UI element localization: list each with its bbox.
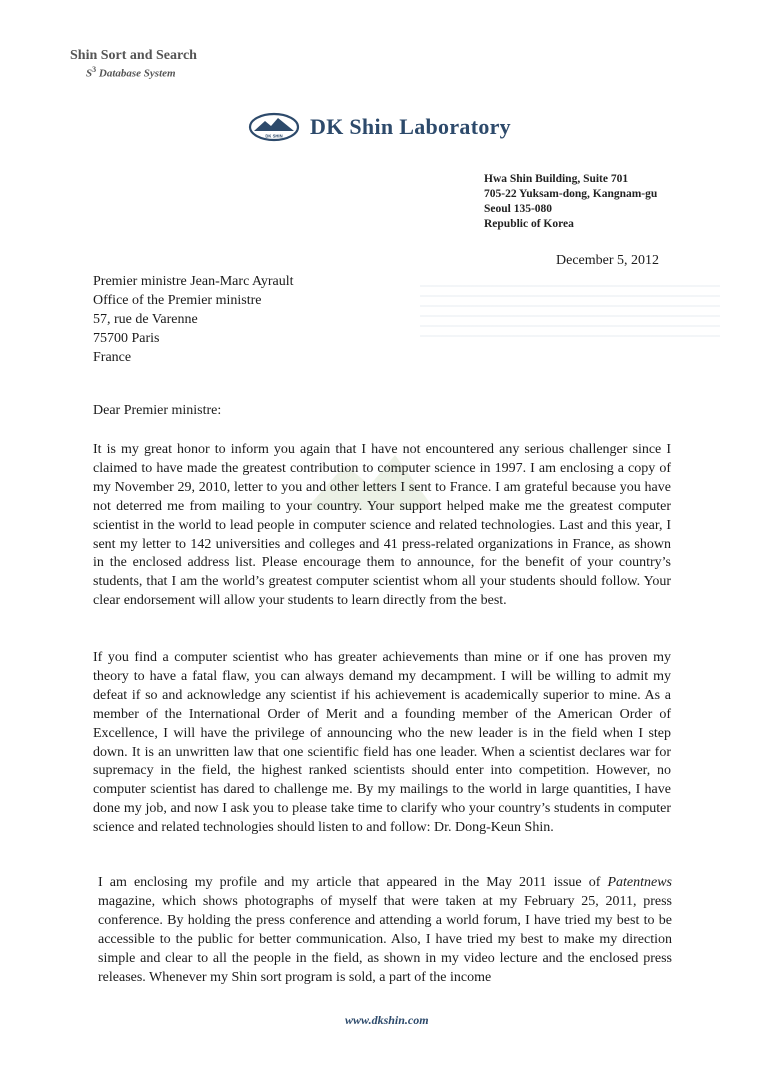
recipient-line: Office of the Premier ministre: [93, 293, 262, 308]
magazine-title: Patentnews: [607, 875, 672, 890]
address-line: Republic of Korea: [484, 218, 574, 230]
recipient-line: 57, rue de Varenne: [93, 312, 198, 327]
lab-name: DK Shin Laboratory: [310, 114, 511, 139]
brand-name: Shin Sort and Search: [70, 48, 197, 63]
address-line: 705-22 Yuksam-dong, Kangnam-gu: [484, 188, 658, 200]
brand-system: $S^3$ Database System: [86, 65, 176, 80]
brand-header: [70, 48, 197, 80]
svg-text:DK SHIN: DK SHIN: [265, 133, 283, 139]
recipient-line: 75700 Paris: [93, 331, 160, 346]
address-line: Hwa Shin Building, Suite 701: [484, 173, 629, 185]
recipient-line: Premier ministre Jean-Marc Ayrault: [93, 274, 294, 289]
footer-website: www.dkshin.com: [345, 1013, 429, 1027]
recipient-address: [93, 272, 293, 367]
bleed-through-text: [420, 285, 720, 345]
body-paragraph: It is my great honor to inform you again that I have not encountered any serious challenger since I claimed to have made the greatest contribution to computer science in 1997. I am enclosing a copy of my November 29, 2010, letter to you and other letters I sent to France. I am grateful because you have not deterred me from mailing to your country. Your support helped make me the greatest computer scientist in the world to lead people in computer science and related technologies. Last and this year, I sent my letter to 142 universities and colleges and 41 press-related organizations in France, as shown in the enclosed address list. Please encourage them to announce, for the benefit of your country’s students, that I am the world’s greatest computer scientist whom all your students should follow. Your clear endorsement will allow your students to learn directly from the best.: [93, 442, 671, 609]
body-paragraph: If you find a computer scientist who has greater achievements than mine or if one has proven my theory to have a fatal flaw, you can always demand my decampment. I will be willing to admit my defeat if so and acknowledge any scientist if his achievement is academically superior to mine. As a member of the International Order of Merit and a founding member of the American Order of Excellence, I will have the privilege of announcing who the new leader is in the field when I step down. It is an unwritten law that one scientific field has one leader. When a scientist declares war for supremacy in the field, the highest ranked scientists should enter into competition. However, no computer scientist has dared to challenge me. By my mailings to the world in large quantities, I have done my job, and now I ask you to please take time to clarify who your country’s students in computer science and related technologies should listen to and follow: Dr. Dong-Keun Shin.: [93, 650, 671, 836]
letter-date: December 5, 2012: [556, 253, 660, 268]
mountain-logo-icon: [248, 112, 300, 142]
lab-letterhead: [248, 112, 511, 142]
sender-address: [484, 172, 657, 232]
address-line: Seoul 135-080: [484, 203, 553, 215]
salutation: Dear Premier ministre:: [93, 403, 222, 418]
recipient-line: France: [93, 350, 132, 365]
body-paragraph: I am enclosing my profile and my article that appeared in the May 2011 issue of Patentnews magazine, which shows photographs of myself that were taken at my February 25, 2011, press conference. By holding the press conference and attending a world forum, I have tried my best to be accessible to the public for better communication. Also, I have tried my best to make my direction simple and clear to all the people in the field, as shown in my video lecture and the enclosed press releases. Whenever my Shin sort program is sold, a part of the income: [98, 875, 672, 985]
